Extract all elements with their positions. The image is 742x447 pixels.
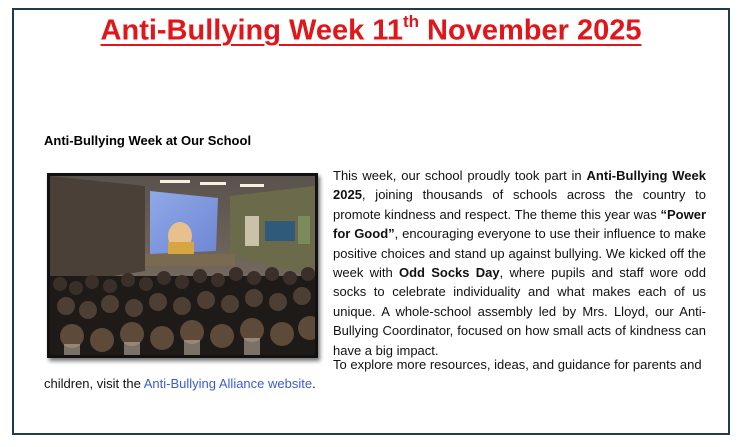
anti-bullying-alliance-link[interactable]: Anti-Bullying Alliance website <box>143 376 313 391</box>
article-text-1: This week, our school proudly took part in <box>333 168 587 183</box>
article-text-3: , encouraging everyone to use their influence to make positive choices and stand up against bullying. We kicked off the week with <box>333 226 706 281</box>
title-text-main: Anti-Bullying Week 11 <box>100 14 403 47</box>
title-ordinal-suffix: th <box>402 12 419 31</box>
resources-text-line2 <box>44 376 316 391</box>
article-bold-event: Anti-Bullying Week 2025 <box>333 168 706 203</box>
article-bold-theme: “Power for Good” <box>333 206 706 242</box>
title-text-date: November 2025 <box>419 14 642 47</box>
section-heading: Anti-Bullying Week at Our School <box>44 133 252 148</box>
resources-text-lead: children, visit the <box>44 376 144 391</box>
article-text-4: , where pupils and staff wore odd socks to celebrate individuality and what makes each of us unique. A whole-school assembly led by Mrs. Lloyd, our Anti-Bullying Coordinator, focused on how small acts of kindness can have a big impact. <box>333 265 706 358</box>
assembly-photo <box>47 173 318 358</box>
resources-text-end: . <box>312 376 316 391</box>
resources-text-line1: To explore more resources, ideas, and guidance for parents and <box>333 357 702 372</box>
article-text-2: , joining thousands of schools across the country to promote kindness and respect. The theme this year was <box>333 187 706 222</box>
page-title <box>0 14 742 48</box>
article-paragraph <box>333 166 706 360</box>
article-bold-odd-socks: Odd Socks Day <box>398 265 500 281</box>
